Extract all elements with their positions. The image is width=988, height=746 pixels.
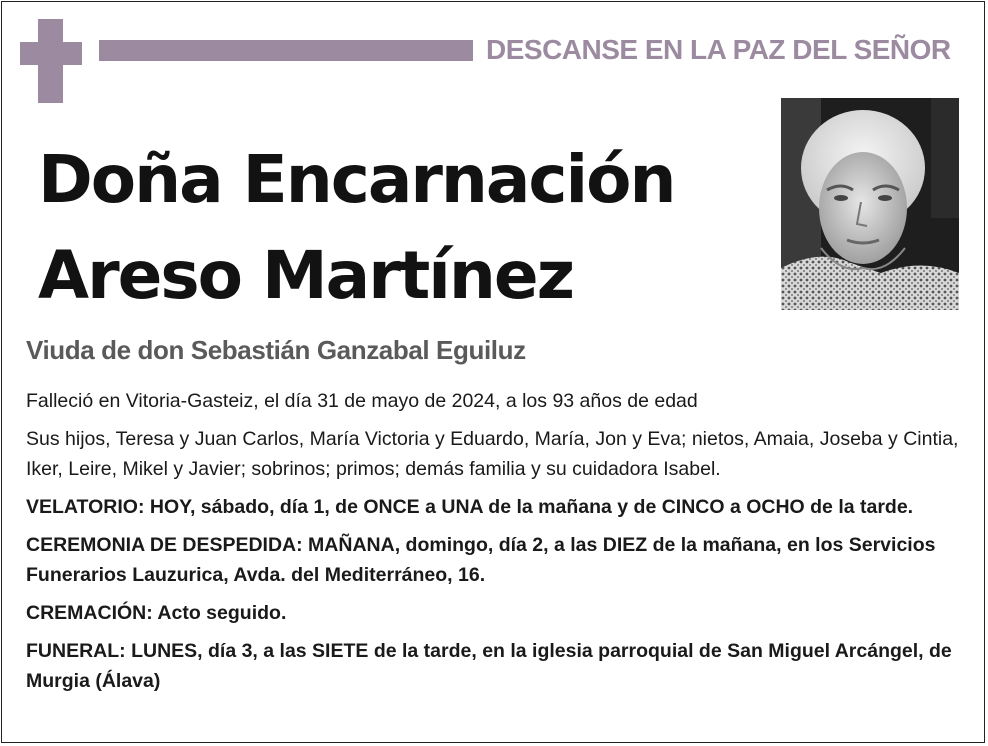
cremation-paragraph: CREMACIÓN: Acto seguido. — [26, 602, 287, 624]
wake-paragraph: VELATORIO: HOY, sábado, día 1, de ONCE a UNA de la mañana y de CINCO a OCHO de la tarde. — [26, 496, 914, 518]
notice-body — [26, 386, 974, 704]
family-paragraph: Sus hijos, Teresa y Juan Carlos, María Victoria y Eduardo, María, Jon y Eva; nietos, Amaia, Joseba y Cintia, Iker, Leire, Mikel y Javier; sobrinos; primos; demás familia y su cuidadora Isabel. — [26, 428, 959, 480]
death-paragraph: Falleció en Vitoria-Gasteiz, el día 31 de mayo de 2024, a los 93 años de edad — [26, 390, 698, 412]
funeral-paragraph: FUNERAL: LUNES, día 3, a las SIETE de la tarde, en la iglesia parroquial de San Miguel Arcángel, de Murgia (Álava) — [26, 640, 952, 692]
rip-heading: DESCANSE EN LA PAZ DEL SEÑOR — [486, 34, 951, 65]
header-band — [99, 40, 473, 61]
obituary-notice — [1, 1, 985, 743]
cross-icon-bar — [20, 42, 82, 65]
portrait-photo — [781, 98, 959, 310]
ceremony-paragraph: CEREMONIA DE DESPEDIDA: MAÑANA, domingo, día 2, a las DIEZ de la mañana, en los Servicios Funerarios Lauzurica, Avda. del Mediterráneo, 16. — [26, 534, 936, 586]
widow-subtitle: Viuda de don Sebastián Ganzabal Eguiluz — [26, 335, 526, 365]
name-line-2: Areso Martínez — [38, 237, 574, 314]
name-line-1: Doña Encarnación — [38, 141, 675, 218]
deceased-name — [38, 132, 675, 324]
